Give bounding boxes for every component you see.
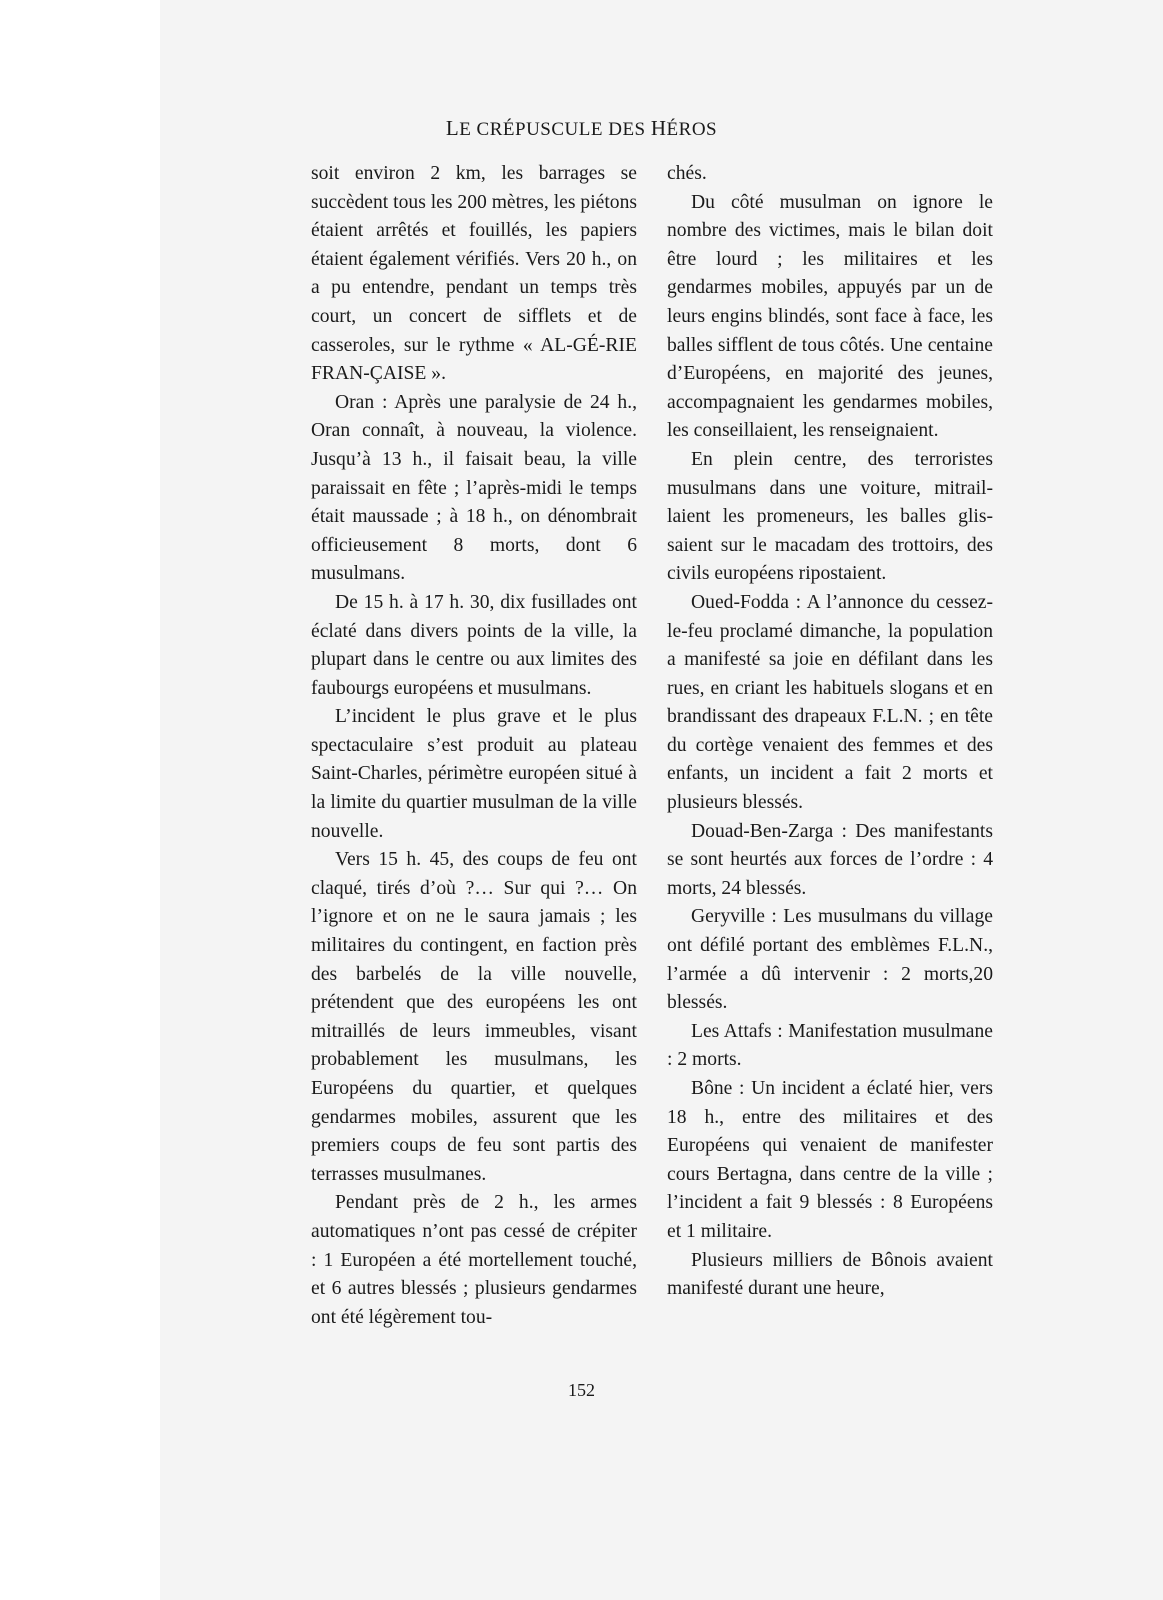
paragraph: Pendant près de 2 h., les armes automatiques n’ont pas cessé de crépiter : 1 Européen a été mortellement touché, et 6 autres blessés ; plusieurs gendarmes ont été légèrement tou- <box>311 1192 637 1328</box>
running-header-initial-1: L <box>445 116 460 140</box>
paragraph: Bône : Un incident a éclaté hier, vers 18 h., entre des militaires et des Européens qui venaient de manifester cours Bertagna, dans centre de la ville ; l’incident a fait 9 blessés : 8 Européens et 1 militaire. <box>667 1078 993 1242</box>
paragraph: Geryville : Les musulmans du village ont défilé portant des emblèmes F.L.N., l’armée a dû intervenir : 2 morts,20 blessés. <box>667 906 993 1014</box>
paragraph: En plein centre, des terroristes musulmans dans une voiture, mitraillaient les promeneurs, les balles glissaient sur le macadam des trottoirs, des civils européens ripostaient. <box>667 448 993 585</box>
left-column <box>311 160 637 1332</box>
paragraph: Douad-Ben-Zarga : Des manifestants se sont heurtés aux forces de l’ordre : 4 morts, 24 blessés. <box>667 820 993 899</box>
paragraph: Plusieurs milliers de Bônois avaient manifesté durant une heure, <box>667 1249 993 1300</box>
paragraph: L’incident le plus grave et le plus spectaculaire s’est produit au plateau Saint-Charles, périmètre européen situé à la limite du quartier musulman de la ville nouvelle. <box>311 706 637 842</box>
running-header <box>0 116 1163 141</box>
paragraph: soit environ 2 km, les barrages se succèdent tous les 200 mètres, les piétons étaient arrêtés et fouillés, les papiers étaient également vérifiés. Vers 20 h., on a pu entendre, pendant un temps très court, un concert de sifflets et de casseroles, sur le rythme « AL-GÉ-RIE FRAN-ÇAISE ». <box>311 163 637 385</box>
paragraph: De 15 h. à 17 h. 30, dix fusillades ont éclaté dans divers points de la ville, la plupart dans le centre ou aux limites des faubourgs européens et musulmans. <box>311 591 637 699</box>
paragraph: chés. <box>667 163 707 184</box>
paragraph: Les Attafs : Manifestation musulmane : 2 morts. <box>667 1020 993 1071</box>
paragraph: Du côté musulman on ignore le nombre des victimes, mais le bilan doit être lourd ; les militaires et les gendarmes mobiles, appuyés par un de leurs engins blindés, sont face à face, les balles sifflent de tous côtés. Une centaine d’Européens, en majorité des jeunes, accompagnaient les gendarmes mobiles, les conseillaient, les renseignaient. <box>667 191 993 442</box>
paragraph: Oran : Après une paralysie de 24 h., Oran connaît, à nouveau, la violence. Jusqu’à 13 h., il faisait beau, la ville paraissait en fête ; l’après-midi le temps était maussade ; à 18 h., on dénombrait officieusement 8 morts, dont 6 musulmans. <box>311 391 637 585</box>
running-header-part-1: E CRÉPUSCULE DES <box>459 119 651 140</box>
running-header-initial-2: H <box>650 116 667 140</box>
running-header-part-2: ÉROS <box>666 119 718 140</box>
right-column <box>667 160 993 1304</box>
page-number: 152 <box>568 1380 595 1400</box>
paragraph: Vers 15 h. 45, des coups de feu ont claqué, tirés d’où ?… Sur qui ?… On l’ignore et on ne le saura jamais ; les militaires du contingent, en faction près des barbelés de la ville nouvelle, prétendent que des européens les ont mitraillés de leurs immeubles, visant probablement les musulmans, les Européens du quartier, et quelques gendarmes mobiles, assurent que les premiers coups de feu sont partis des terrasses musulmanes. <box>311 849 637 1185</box>
paragraph: Oued-Fodda : A l’annonce du cessez-le-feu proclamé dimanche, la population a manifesté sa joie en défilant dans les rues, en criant les habituels slogans et en brandissant des drapeaux F.L.N. ; en tête du cortège venaient des femmes et des enfants, un incident a fait 2 morts et plusieurs blessés. <box>667 591 993 814</box>
